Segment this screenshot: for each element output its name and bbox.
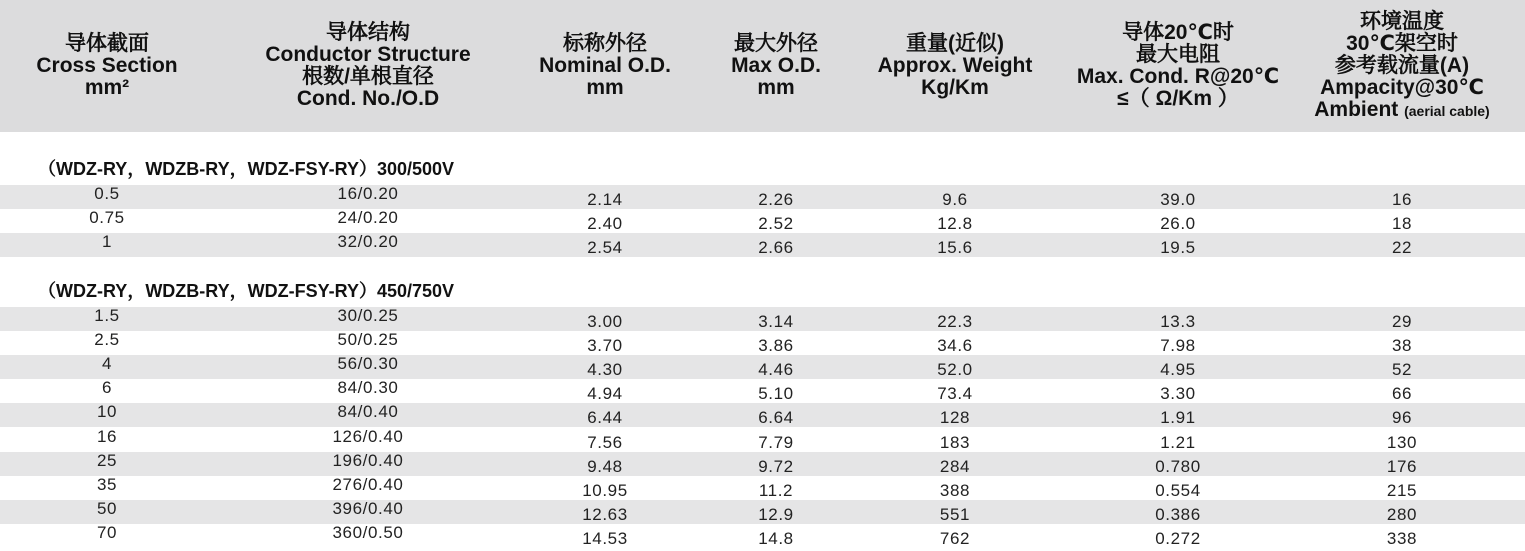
table-row [0,355,1525,379]
cell-nominal-od: 4.30 [587,360,623,379]
cell-cross-section: 0.75 [89,208,125,227]
cell-ampacity: 130 [1386,433,1418,452]
header-line-main: Ambient [1314,97,1399,121]
cell-conductor-structure: 24/0.20 [337,208,399,227]
cell-conductor-structure: 56/0.30 [337,354,399,373]
cell-ampacity: 16 [1391,190,1413,209]
table-row [0,500,1525,524]
cell-cross-section: 35 [96,475,118,494]
cell-approx-weight: 12.8 [937,214,973,233]
header-line: 导体截面 [65,32,149,55]
header-max-od [701,0,851,132]
header-line: 重量(近似) [906,32,1004,55]
cell-max-resistance: 26.0 [1160,214,1196,233]
header-line: 最大电阻 [1136,43,1220,66]
cell-conductor-structure: 30/0.25 [337,306,399,325]
cell-ampacity: 66 [1391,384,1413,403]
cell-ampacity: 22 [1391,238,1413,257]
table-row [0,307,1525,331]
header-line: Nominal O.D. [539,54,671,77]
cell-ampacity: 176 [1386,457,1418,476]
header-line: mm² [84,76,130,99]
cell-nominal-od: 4.94 [587,384,623,403]
cell-cross-section: 2.5 [94,330,120,349]
cell-cross-section: 4 [101,354,113,373]
cell-nominal-od: 2.14 [587,190,623,209]
cell-max-od: 2.52 [758,214,794,233]
header-conductor-structure [238,0,498,132]
cell-nominal-od: 12.63 [582,505,628,524]
table-row [0,233,1525,257]
cell-conductor-structure: 84/0.40 [337,402,399,421]
header-line: mm [757,76,795,99]
section-title: （WDZ-RY，WDZB-RY，WDZ-FSY-RY）300/500V [38,159,455,179]
cell-max-resistance: 0.272 [1155,529,1201,548]
cell-cross-section: 0.5 [94,184,120,203]
cell-nominal-od: 7.56 [587,433,623,452]
cell-max-resistance: 7.98 [1160,336,1196,355]
cell-nominal-od: 2.40 [587,214,623,233]
header-line: mm [586,76,624,99]
cell-approx-weight: 22.3 [937,312,973,331]
cell-max-resistance: 0.386 [1155,505,1201,524]
cell-max-resistance: 19.5 [1160,238,1196,257]
header-nominal-od [520,0,690,132]
cell-approx-weight: 551 [939,505,971,524]
header-line: 参考载流量(A) [1334,53,1470,77]
cell-nominal-od: 14.53 [582,529,628,548]
header-line: Cond. No./O.D [296,87,440,110]
header-line-note: (aerial cable) [1404,102,1490,119]
table-row [0,403,1525,427]
section-title: （WDZ-RY，WDZB-RY，WDZ-FSY-RY）450/750V [38,281,455,301]
cell-nominal-od: 6.44 [587,408,623,427]
header-line: 导体20℃时 [1122,21,1234,44]
cell-ampacity: 215 [1386,481,1418,500]
cell-max-resistance: 39.0 [1160,190,1196,209]
cell-approx-weight: 73.4 [937,384,973,403]
header-line: 环境温度 [1360,9,1444,33]
cell-max-od: 3.14 [758,312,794,331]
cell-nominal-od: 3.00 [587,312,623,331]
cell-max-od: 2.26 [758,190,794,209]
cell-cross-section: 50 [96,499,118,518]
header-line: 最大外径 [734,32,818,55]
cell-nominal-od: 10.95 [582,481,628,500]
cell-cross-section: 16 [96,427,118,446]
header-line: Approx. Weight [877,54,1033,77]
cell-conductor-structure: 32/0.20 [337,232,399,251]
header-line: Max O.D. [731,54,821,77]
cell-conductor-structure: 16/0.20 [337,184,399,203]
cell-nominal-od: 9.48 [587,457,623,476]
cell-max-resistance: 1.91 [1160,408,1196,427]
cell-max-od: 11.2 [758,481,794,500]
header-line: 导体结构 [326,21,410,44]
cell-max-od: 2.66 [758,238,794,257]
header-line: Ampacity@30℃ [1320,75,1484,99]
table-header [0,0,1525,132]
cell-max-resistance: 0.554 [1155,481,1201,500]
header-line: Conductor Structure [265,43,471,66]
cell-approx-weight: 183 [939,433,971,452]
header-ampacity [1287,0,1517,132]
cell-nominal-od: 3.70 [587,336,623,355]
cell-ampacity: 280 [1386,505,1418,524]
header-max-resistance [1048,0,1308,132]
cell-max-resistance: 4.95 [1160,360,1196,379]
cell-approx-weight: 128 [939,408,971,427]
cell-max-od: 3.86 [758,336,794,355]
cell-approx-weight: 388 [939,481,971,500]
header-line: 标称外径 [563,32,647,55]
cell-max-resistance: 13.3 [1160,312,1196,331]
table-row [0,524,1525,548]
header-line: Cross Section [36,54,178,77]
cell-ampacity: 18 [1391,214,1413,233]
table-row [0,209,1525,233]
header-line: Max. Cond. R@20℃ [1076,65,1280,88]
table-row [0,379,1525,403]
cell-conductor-structure: 276/0.40 [332,475,404,494]
cell-max-resistance: 0.780 [1155,457,1201,476]
table-row [0,452,1525,476]
cell-max-od: 6.64 [758,408,794,427]
cell-cross-section: 1 [101,232,113,251]
cell-max-od: 4.46 [758,360,794,379]
cell-conductor-structure: 50/0.25 [337,330,399,349]
cell-ampacity: 338 [1386,529,1418,548]
cell-approx-weight: 9.6 [942,190,968,209]
cell-conductor-structure: 84/0.30 [337,378,399,397]
header-cross-section [2,0,212,132]
cell-ampacity: 96 [1391,408,1413,427]
cell-max-od: 7.79 [758,433,794,452]
cell-conductor-structure: 196/0.40 [332,451,404,470]
cell-cross-section: 10 [96,402,118,421]
header-line: Kg/Km [921,76,989,99]
cell-nominal-od: 2.54 [587,238,623,257]
table-row [0,331,1525,355]
cell-max-od: 14.8 [758,529,794,548]
header-approx-weight [860,0,1050,132]
cell-cross-section: 70 [96,523,118,542]
cell-ampacity: 52 [1391,360,1413,379]
table-row [0,185,1525,209]
cell-max-od: 12.9 [758,505,794,524]
cell-conductor-structure: 360/0.50 [332,523,404,542]
cell-cross-section: 6 [101,378,113,397]
cell-ampacity: 38 [1391,336,1413,355]
header-line: 根数/单根直径 [302,65,434,88]
cell-conductor-structure: 396/0.40 [332,499,404,518]
cell-max-resistance: 3.30 [1160,384,1196,403]
cell-max-od: 9.72 [758,457,794,476]
cell-max-resistance: 1.21 [1160,433,1196,452]
table-row [0,428,1525,452]
cell-conductor-structure: 126/0.40 [332,427,404,446]
cell-max-od: 5.10 [758,384,794,403]
cell-approx-weight: 762 [939,529,971,548]
cell-approx-weight: 15.6 [937,238,973,257]
cell-ampacity: 29 [1391,312,1413,331]
cell-approx-weight: 52.0 [937,360,973,379]
cell-cross-section: 1.5 [94,306,120,325]
cell-approx-weight: 34.6 [937,336,973,355]
header-line: 30℃架空时 [1346,31,1458,55]
cell-approx-weight: 284 [939,457,971,476]
cell-cross-section: 25 [96,451,118,470]
table-row [0,476,1525,500]
header-line: ≤（ Ω/Km ） [1117,87,1239,110]
header-line [1314,99,1489,122]
